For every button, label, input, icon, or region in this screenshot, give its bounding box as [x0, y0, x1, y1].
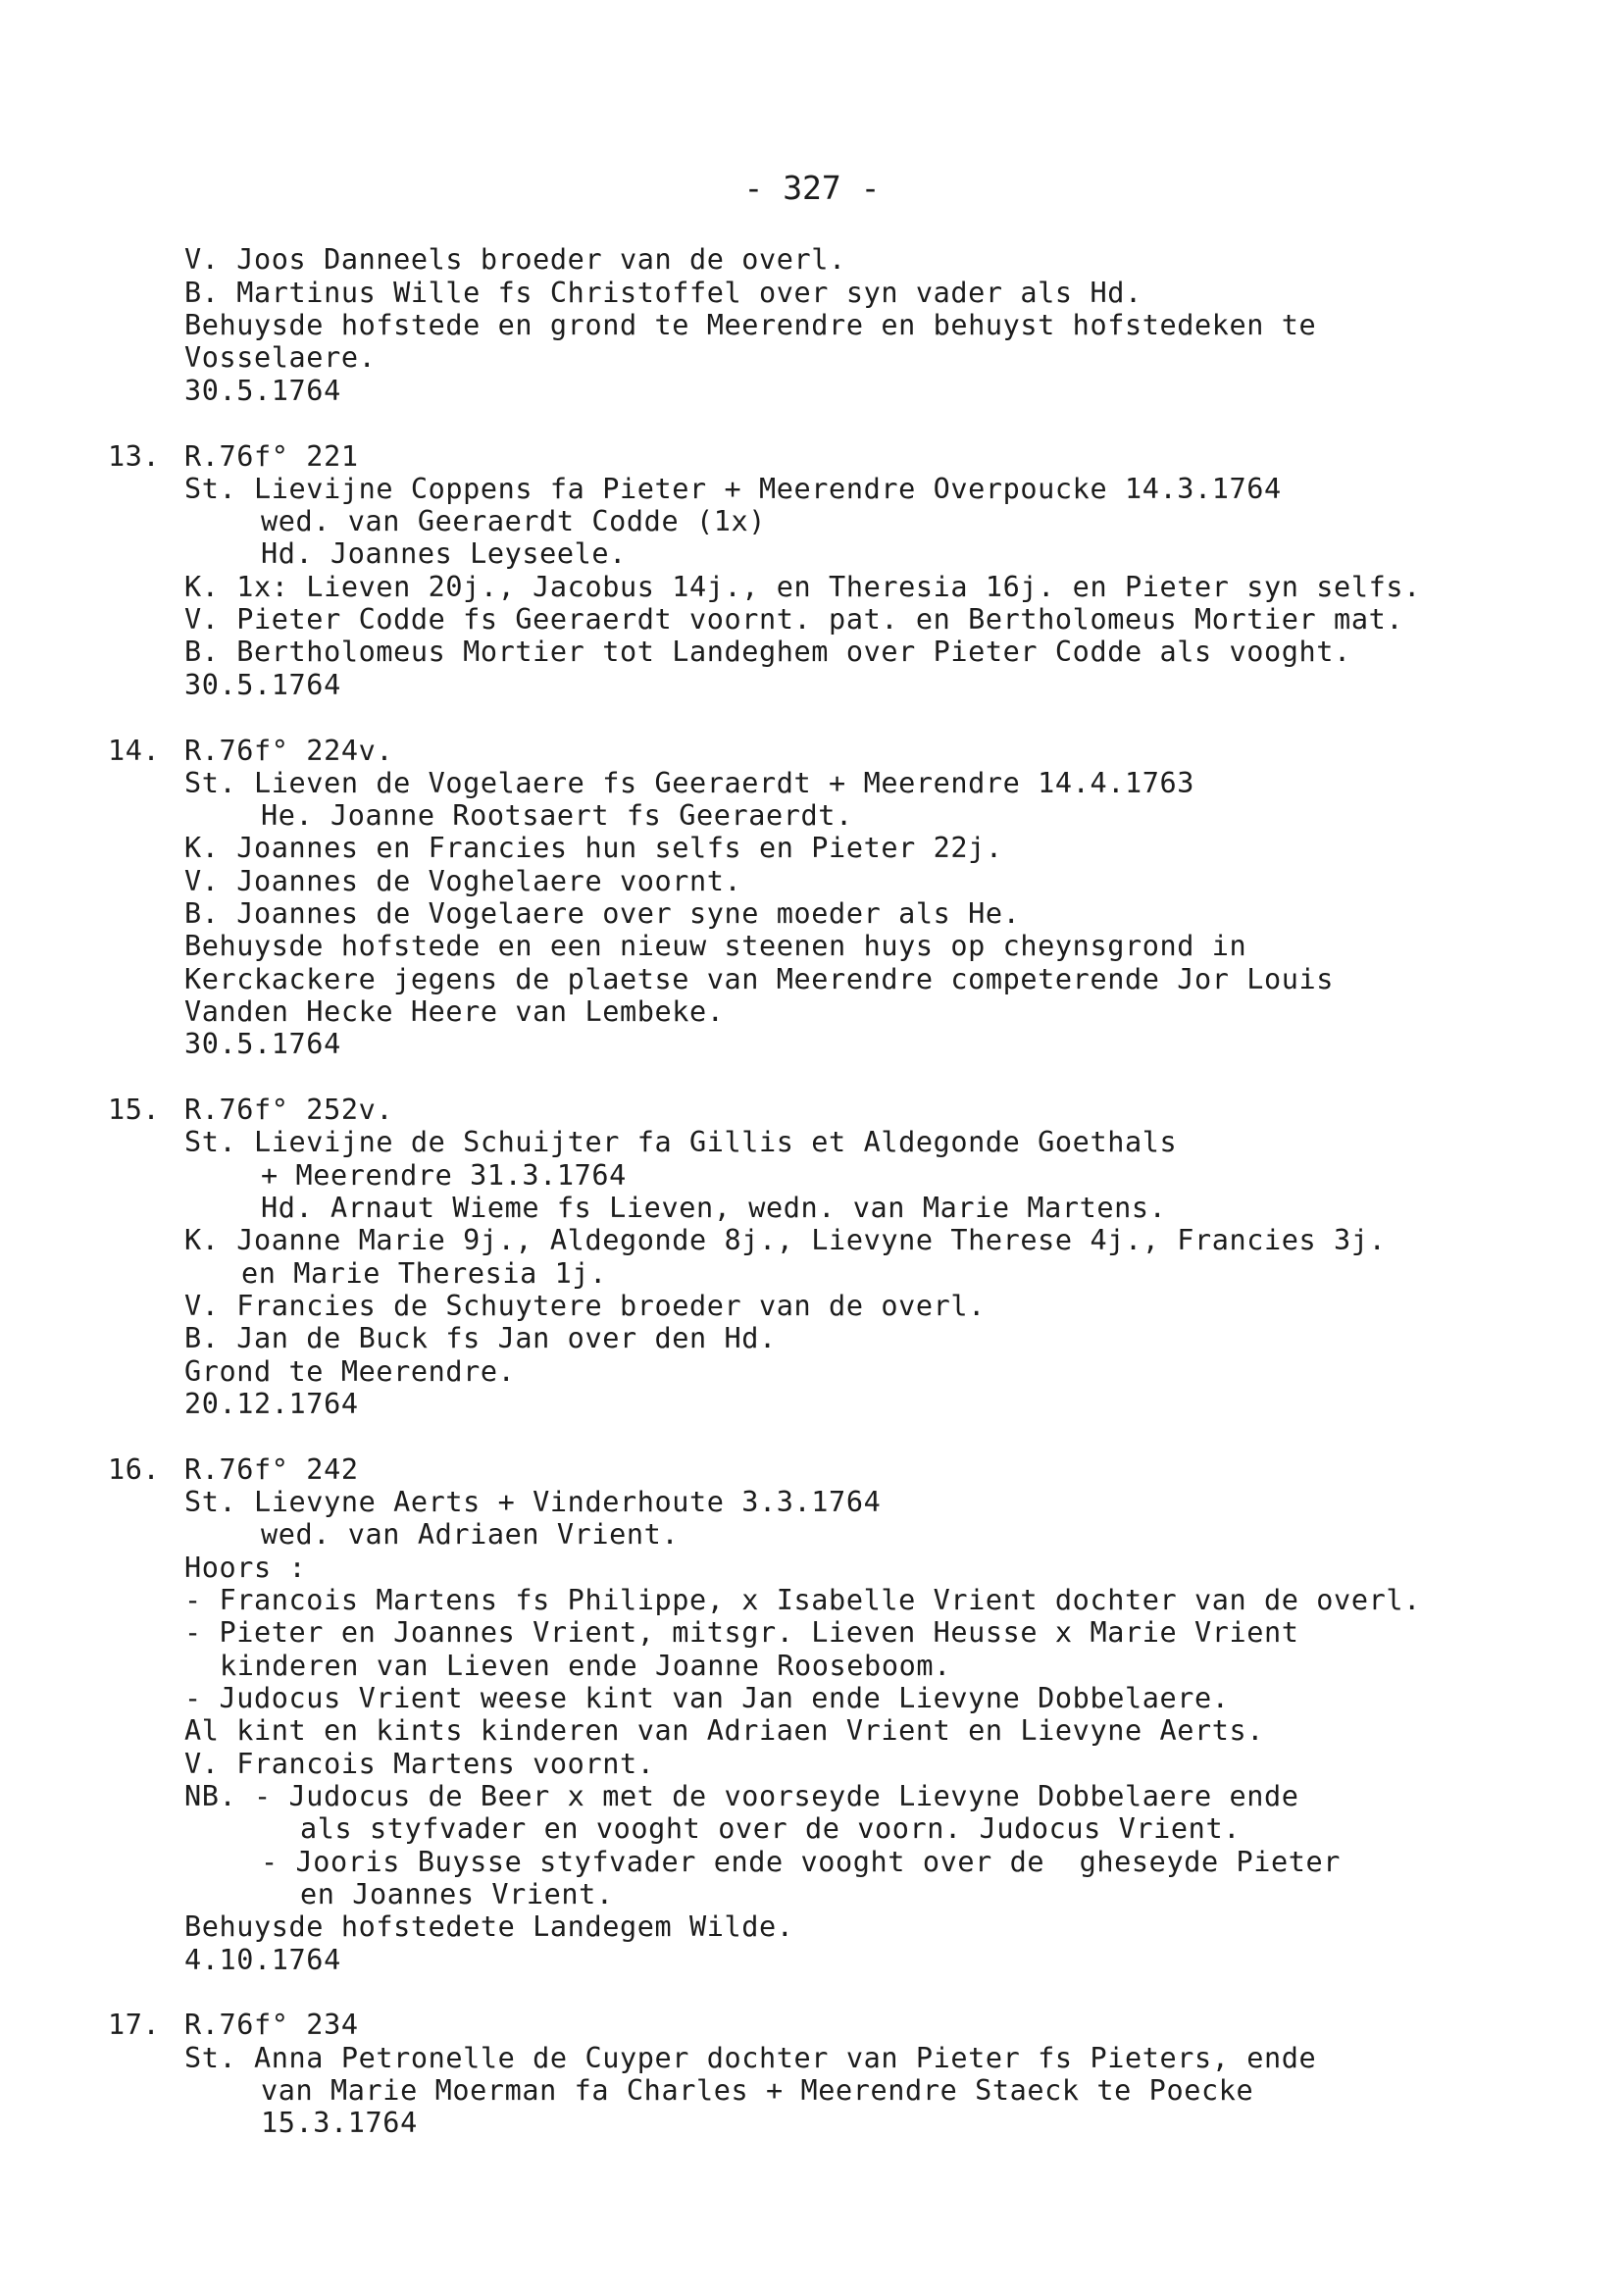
entry-15-death: + Meerendre 31.3.1764: [261, 1159, 627, 1192]
entry-16-note-2: - Jooris Buysse styfvader ende vooght over de gheseyde Pieter: [261, 1846, 1342, 1878]
entry-15-bail: B. Jan de Buck fs Jan over den Hd.: [184, 1322, 777, 1354]
entry-16-number: 16.: [108, 1453, 161, 1486]
entry-13-survivor: Hd. Joannes Leyseele.: [261, 537, 627, 570]
entry-14-guardian: V. Joannes de Voghelaere voornt.: [184, 865, 742, 897]
entry-13-date: 30.5.1764: [184, 669, 341, 701]
entry-13-children: K. 1x: Lieven 20j., Jacobus 14j., en Theresia 16j. en Pieter syn selfs.: [184, 571, 1421, 603]
entry-16-guardian: V. Francois Martens voornt.: [184, 1748, 655, 1780]
entry-16-heir-1: - Francois Martens fs Philippe, x Isabelle Vrient dochter van de overl.: [184, 1584, 1421, 1616]
entry-16-note-2-cont: en Joannes Vrient.: [300, 1878, 614, 1910]
entry-13-guardians: V. Pieter Codde fs Geeraerdt voornt. pat. en Bertholomeus Mortier mat.: [184, 603, 1404, 636]
entry-16-date: 4.10.1764: [184, 1944, 341, 1976]
entry-17-deceased: St. Anna Petronelle de Cuyper dochter van Pieter fs Pieters, ende: [184, 2042, 1317, 2074]
entry-17-date: 15.3.1764: [261, 2107, 418, 2139]
entry-15-date: 20.12.1764: [184, 1388, 359, 1420]
entry-14-children: K. Joannes en Francies hun selfs en Pieter 22j.: [184, 832, 1003, 864]
entry-16-heir-2-cont: kinderen van Lieven ende Joanne Rooseboom.: [220, 1650, 951, 1682]
entry-14-property-cont-2: Vanden Hecke Heere van Lembeke.: [184, 995, 725, 1028]
entry-13-number: 13.: [108, 440, 161, 473]
entry-17-register: R.76f° 234: [184, 2009, 359, 2041]
entry-15-number: 15.: [108, 1094, 161, 1126]
entry-15-survivor: Hd. Arnaut Wieme fs Lieven, wedn. van Marie Martens.: [261, 1192, 1167, 1224]
entry-16-heirs-heading: Hoors :: [184, 1552, 307, 1584]
entry-16-register: R.76f° 242: [184, 1453, 359, 1486]
entry-14-survivor: He. Joanne Rootsaert fs Geeraerdt.: [261, 799, 853, 832]
entry-16-note-1-cont: als styfvader en vooght over de voorn. Judocus Vrient.: [300, 1812, 1241, 1845]
entry-17-deceased-cont: van Marie Moerman fa Charles + Meerendre Staeck te Poecke: [261, 2074, 1254, 2107]
entry-16-widow: wed. van Adriaen Vrient.: [261, 1518, 680, 1551]
entry-15-deceased: St. Lievijne de Schuijter fa Gillis et Aldegonde Goethals: [184, 1126, 1178, 1158]
page-number: - 327 -: [743, 169, 881, 207]
entry-14-bail: B. Joannes de Vogelaere over syne moeder als He.: [184, 897, 1021, 930]
intro-line-witness: V. Joos Danneels broeder van de overl.: [184, 243, 846, 276]
entry-16-property: Behuysde hofstedete Landegem Wilde.: [184, 1910, 794, 1943]
entry-17-number: 17.: [108, 2009, 161, 2041]
entry-16-note-1: NB. - Judocus de Beer x met de voorseyde Lievyne Dobbelaere ende: [184, 1780, 1299, 1812]
entry-14-register: R.76f° 224v.: [184, 735, 394, 767]
entry-14-deceased: St. Lieven de Vogelaere fs Geeraerdt + Meerendre 14.4.1763: [184, 767, 1194, 799]
entry-15-guardian: V. Francies de Schuytere broeder van de overl.: [184, 1290, 986, 1322]
entry-15-property: Grond te Meerendre.: [184, 1355, 516, 1388]
entry-13-bail: B. Bertholomeus Mortier tot Landeghem over Pieter Codde als vooght.: [184, 636, 1351, 668]
entry-16-heirs-summary: Al kint en kints kinderen van Adriaen Vrient en Lievyne Aerts.: [184, 1714, 1265, 1747]
entry-14-number: 14.: [108, 735, 161, 767]
intro-line-guardian: B. Martinus Wille fs Christoffel over syn vader als Hd.: [184, 277, 1142, 309]
intro-line-date: 30.5.1764: [184, 375, 341, 407]
entry-13-register: R.76f° 221: [184, 440, 359, 473]
entry-13-deceased: St. Lievijne Coppens fa Pieter + Meerendre Overpoucke 14.3.1764: [184, 473, 1282, 505]
entry-13-widow: wed. van Geeraerdt Codde (1x): [261, 505, 766, 537]
entry-15-children: K. Joanne Marie 9j., Aldegonde 8j., Lievyne Therese 4j., Francies 3j.: [184, 1224, 1387, 1256]
entry-15-children-cont: en Marie Theresia 1j.: [241, 1257, 607, 1290]
entry-15-register: R.76f° 252v.: [184, 1094, 394, 1126]
intro-line-property-cont: Vosselaere.: [184, 341, 377, 374]
entry-14-property: Behuysde hofstede en een nieuw steenen huys op cheynsgrond in: [184, 930, 1247, 962]
entry-14-property-cont: Kerckackere jegens de plaetse van Meerendre competerende Jor Louis: [184, 963, 1335, 995]
intro-line-property: Behuysde hofstede en grond te Meerendre en behuyst hofstedeken te: [184, 309, 1317, 341]
entry-16-heir-2: - Pieter en Joannes Vrient, mitsgr. Lieven Heusse x Marie Vrient: [184, 1616, 1299, 1649]
entry-16-deceased: St. Lievyne Aerts + Vinderhoute 3.3.1764: [184, 1486, 882, 1518]
entry-16-heir-3: - Judocus Vrient weese kint van Jan ende Lievyne Dobbelaere.: [184, 1682, 1230, 1714]
entry-14-date: 30.5.1764: [184, 1028, 341, 1060]
